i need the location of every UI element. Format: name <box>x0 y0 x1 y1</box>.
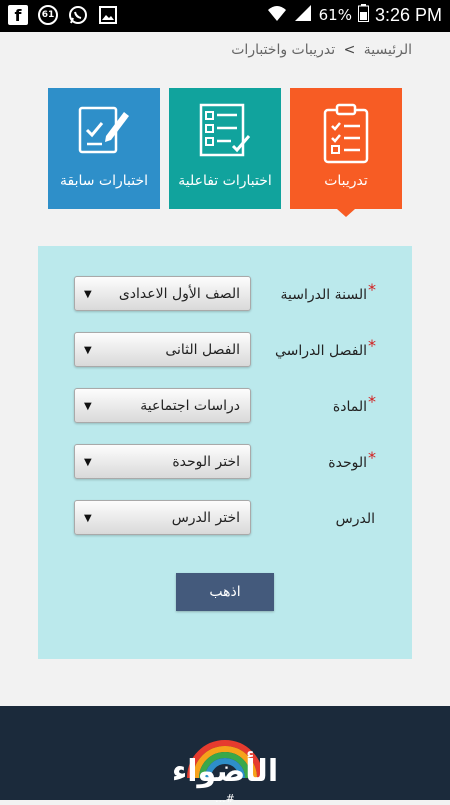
notification-count-badge: 61 <box>38 5 58 25</box>
logo-tagline: #... <box>215 792 235 805</box>
form-row-unit <box>38 444 412 480</box>
form-row-subject <box>38 388 412 424</box>
facebook-icon: f <box>8 5 28 25</box>
select-semester-value: الفصل الثانى <box>165 342 240 358</box>
select-year[interactable] <box>74 276 251 311</box>
clipboard-checklist-icon <box>322 102 370 164</box>
status-bar <box>0 0 450 32</box>
form-row-year <box>38 276 412 312</box>
select-semester[interactable] <box>74 332 251 367</box>
battery-icon <box>358 4 369 26</box>
gallery-icon <box>98 5 118 25</box>
select-subject-value: دراسات اجتماعية <box>140 398 240 414</box>
select-lesson-value: اختر الدرس <box>171 510 240 526</box>
breadcrumb <box>231 42 412 58</box>
footer <box>0 706 450 805</box>
app-logo <box>166 734 284 805</box>
tile-previous-label: اختبارات سابقة <box>59 173 149 189</box>
select-lesson[interactable] <box>74 500 251 535</box>
tile-training-label: تدريبات <box>324 173 368 189</box>
clock: 3:26 PM <box>374 4 442 25</box>
battery-text: 61% <box>318 6 352 24</box>
breadcrumb-separator: > <box>343 42 356 58</box>
tile-training[interactable] <box>290 88 402 209</box>
logo-text: الأضواء <box>171 754 279 789</box>
select-subject[interactable] <box>74 388 251 423</box>
whatsapp-icon <box>68 5 88 25</box>
field-label-subject: *المادة <box>332 392 376 415</box>
checklist-form-icon <box>197 102 253 158</box>
dropdown-arrow-icon: ▼ <box>84 457 92 468</box>
wifi-icon <box>267 4 287 26</box>
go-button[interactable]: اذهب <box>176 573 274 611</box>
form-row-semester <box>38 332 412 368</box>
dropdown-arrow-icon: ▼ <box>84 289 92 300</box>
dropdown-arrow-icon: ▼ <box>84 401 92 412</box>
tile-previous-tests[interactable] <box>48 88 160 209</box>
dropdown-arrow-icon: ▼ <box>84 513 92 524</box>
field-label-unit: *الوحدة <box>328 448 376 471</box>
select-year-value: الصف الأول الاعدادى <box>118 286 240 302</box>
signal-icon <box>293 4 313 26</box>
edit-document-icon <box>76 102 132 158</box>
field-label-year: *السنة الدراسية <box>280 280 376 303</box>
select-unit-value: اختر الوحدة <box>172 454 240 470</box>
breadcrumb-current: تدريبات واختبارات <box>231 42 336 58</box>
select-unit[interactable] <box>74 444 251 479</box>
dropdown-arrow-icon: ▼ <box>84 345 92 356</box>
tile-interactive-label: اختبارات تفاعلية <box>178 173 272 189</box>
field-label-semester: *الفصل الدراسي <box>275 336 376 359</box>
form-row-lesson <box>38 500 412 536</box>
tile-interactive-tests[interactable] <box>169 88 281 209</box>
breadcrumb-home-link[interactable]: الرئيسية <box>363 42 412 58</box>
field-label-lesson: الدرس <box>335 511 375 527</box>
selected-indicator <box>337 209 355 217</box>
